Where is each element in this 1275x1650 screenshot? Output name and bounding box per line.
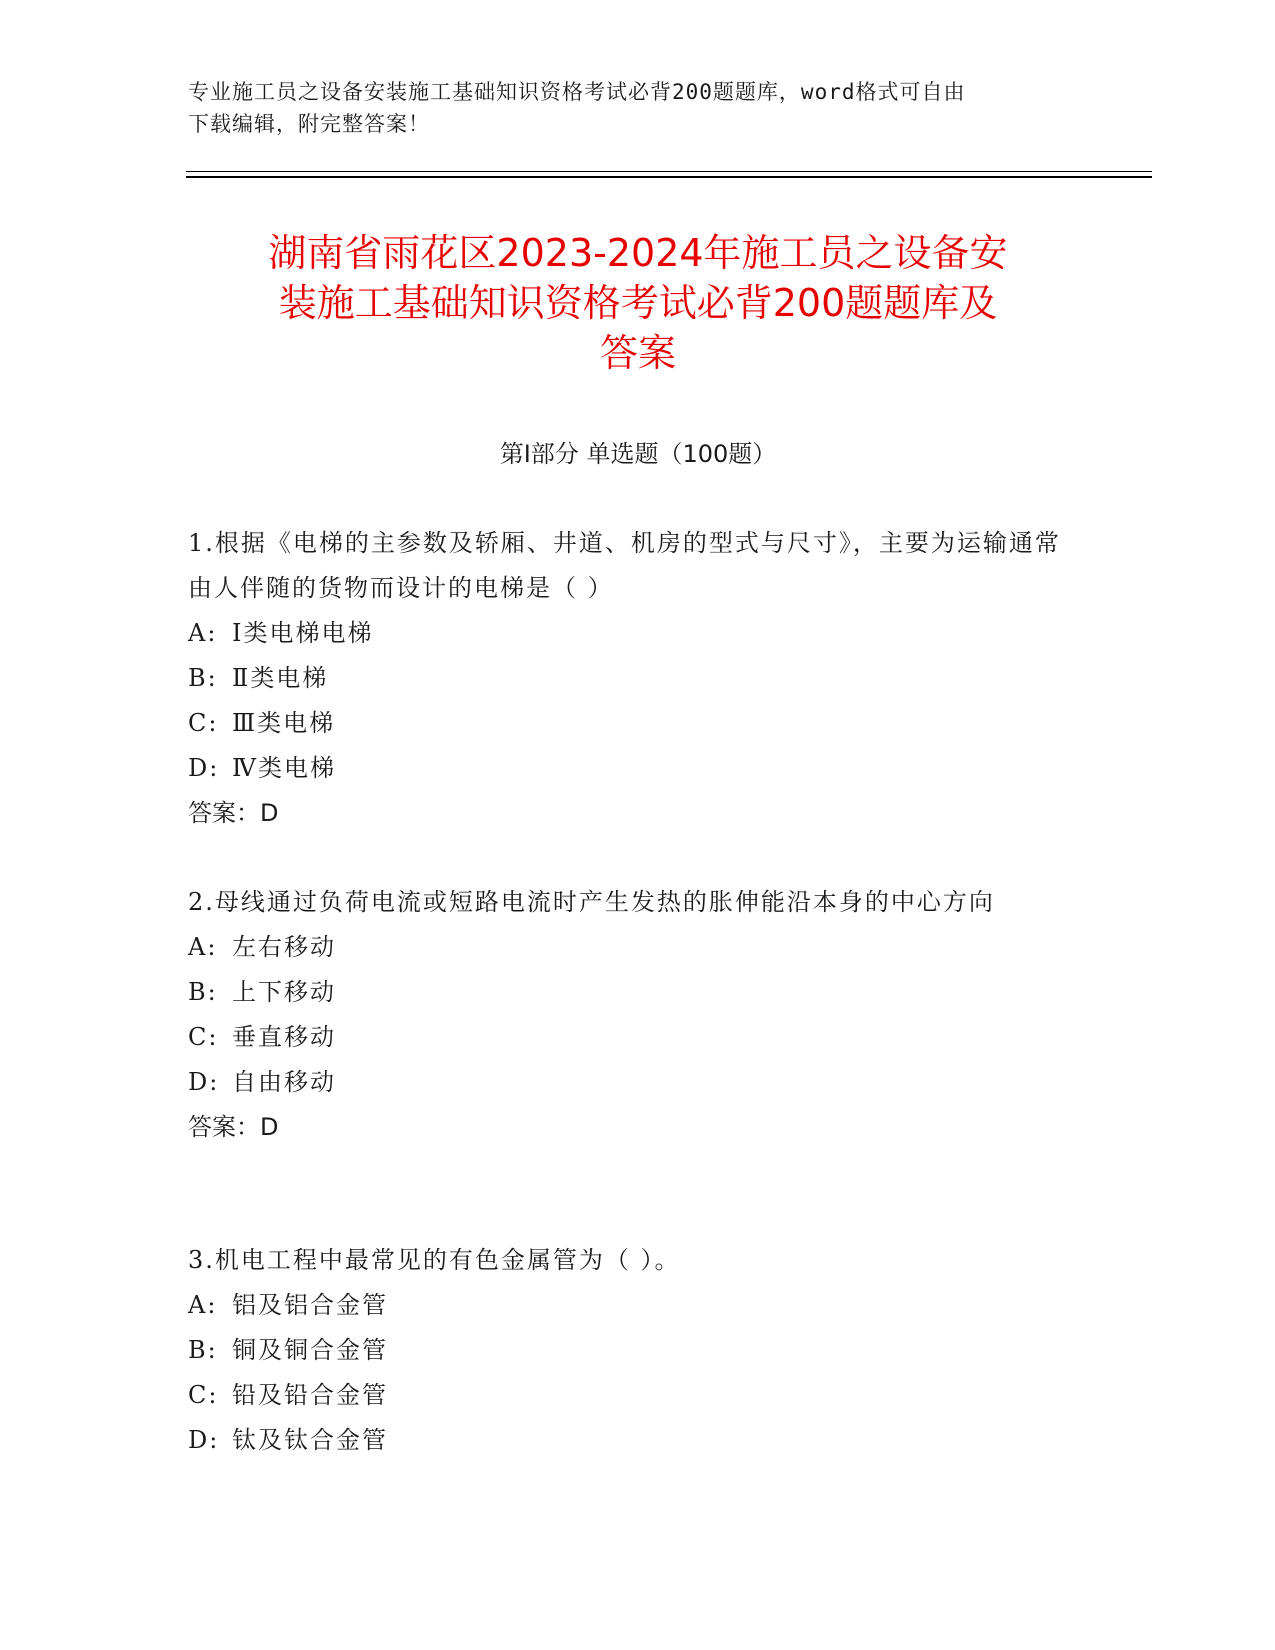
option-text: 自由移动 <box>232 1068 336 1096</box>
option-letter: B: <box>188 1336 218 1364</box>
option-letter: A: <box>188 933 218 961</box>
option-c <box>188 1373 1068 1418</box>
option-text: Ⅳ类电梯 <box>232 754 336 782</box>
document-title <box>186 228 1090 378</box>
header-note-line1: 专业施工员之设备安装施工基础知识资格考试必背200题题库，word格式可自由 <box>188 80 966 104</box>
option-letter: C: <box>188 1023 219 1051</box>
option-c <box>188 701 1068 746</box>
option-text: 铜及铜合金管 <box>232 1336 388 1364</box>
option-text: 垂直移动 <box>232 1023 336 1051</box>
answer-label: 答案：D <box>188 799 279 827</box>
question-stem: 2.母线通过负荷电流或短路电流时产生发热的胀伸能沿本身的中心方向 <box>188 888 995 916</box>
answer-label: 答案：D <box>188 1113 279 1141</box>
document-title-line2: 装施工基础知识资格考试必背200题题库及 <box>278 281 998 325</box>
question-1 <box>188 521 1068 836</box>
option-text: Ⅰ类电梯电梯 <box>232 619 374 647</box>
option-a <box>188 1283 1068 1328</box>
option-letter: B: <box>188 978 218 1006</box>
option-letter: C: <box>188 1381 219 1409</box>
option-letter: D: <box>188 1426 220 1454</box>
option-letter: B: <box>188 664 218 692</box>
header-divider-top <box>186 171 1152 172</box>
option-letter: C: <box>188 709 219 737</box>
option-a <box>188 925 1068 970</box>
option-text: 左右移动 <box>232 933 336 961</box>
option-letter: D: <box>188 754 220 782</box>
option-a <box>188 611 1068 656</box>
header-divider-bottom <box>186 176 1152 178</box>
option-b <box>188 1328 1068 1373</box>
option-d <box>188 1418 1068 1463</box>
question-stem: 1.根据《电梯的主参数及轿厢、井道、机房的型式与尺寸》，主要为运输通常由人伴随的货物而设计的电梯是（ ） <box>188 529 1061 602</box>
option-text: Ⅲ类电梯 <box>232 709 336 737</box>
section-heading: 第Ⅰ部分 单选题（100题） <box>499 440 777 468</box>
header-note <box>188 76 1088 140</box>
question-2 <box>188 880 1068 1150</box>
option-letter: A: <box>188 619 218 647</box>
option-d <box>188 1060 1068 1105</box>
option-text: Ⅱ类电梯 <box>232 664 329 692</box>
document-title-line1: 湖南省雨花区2023-2024年施工员之设备安 <box>268 231 1008 275</box>
option-letter: A: <box>188 1291 218 1319</box>
option-letter: D: <box>188 1068 220 1096</box>
option-text: 铅及铅合金管 <box>232 1381 388 1409</box>
option-text: 上下移动 <box>232 978 336 1006</box>
option-b <box>188 970 1068 1015</box>
option-c <box>188 1015 1068 1060</box>
option-d <box>188 746 1068 791</box>
option-b <box>188 656 1068 701</box>
option-text: 铝及铝合金管 <box>232 1291 388 1319</box>
question-3 <box>188 1238 1068 1463</box>
document-title-line3: 答案 <box>599 331 676 375</box>
option-text: 钛及钛合金管 <box>232 1426 388 1454</box>
header-note-line2: 下载编辑，附完整答案！ <box>188 112 430 136</box>
question-stem: 3.机电工程中最常见的有色金属管为（ ）。 <box>188 1246 681 1274</box>
